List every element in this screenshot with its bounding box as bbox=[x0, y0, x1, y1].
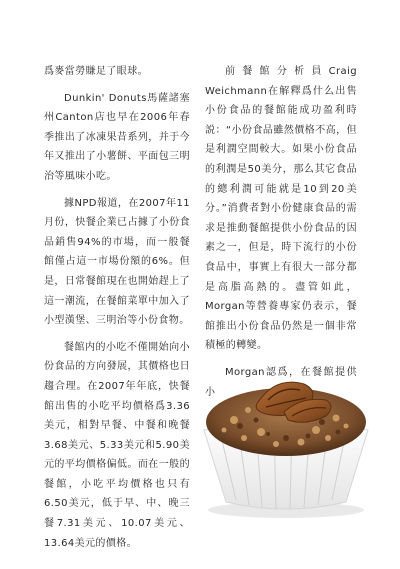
paragraph: Dunkin' Donuts馬薩諸塞州Canton店也早在2006年春季推出了冰凍果昔系列，并于今年又推出了小薯餅、平面包三明治等風味小吃。 bbox=[44, 92, 190, 182]
paragraph: Morgan認爲，在餐館提供小 bbox=[205, 366, 357, 398]
left-column bbox=[44, 62, 190, 553]
cupcake-photo bbox=[186, 360, 386, 520]
paragraph: 前餐館分析員Craig Weichmann在解釋爲什么出售小份食品的餐館能成功盈利時説：“小份食品雖然價格不高，但是利潤空間較大。如果小份食品的利潤是50美分，那么其它食品的總利潤可能就是10到20美分。”消費者對小份健康食品的需求是推動餐館提供小份食品的因素之一，但是，時下流行的小份食品中，事實上有很大一部分都是高脂高熱的。盡管如此，Morgan等營養專家仍表示，餐館推出小份食品仍然是一個非常積極的轉變。 bbox=[205, 66, 357, 352]
right-column bbox=[205, 62, 357, 402]
paragraph: 餐館内的小吃不僅開始向小份食品的方向發展，其價格也日趨合理。在2007年年底，快餐館出售的小吃平均價格爲3.36美元，相對早餐、中餐和晚餐3.68美元、5.33美元和5.90美元的平均價格偏低。而在一般的餐館，小吃平均價格也只有6.50美元，低于早、中、晚三餐7.31美元、10.07美元、13.64美元的價格。 bbox=[44, 341, 190, 549]
paragraph: 據NPD報道，在2007年11月份，快餐企業已占據了小份食品銷售94%的市場，而一般餐館僅占這一市場份額的6%。但是，日常餐館現在也開始趕上了這一潮流，在餐館菜單中加入了小型漢堡、三明治等小份食物。 bbox=[44, 197, 190, 327]
paragraph: 爲麥當勞賺足了眼球。 bbox=[44, 66, 148, 77]
